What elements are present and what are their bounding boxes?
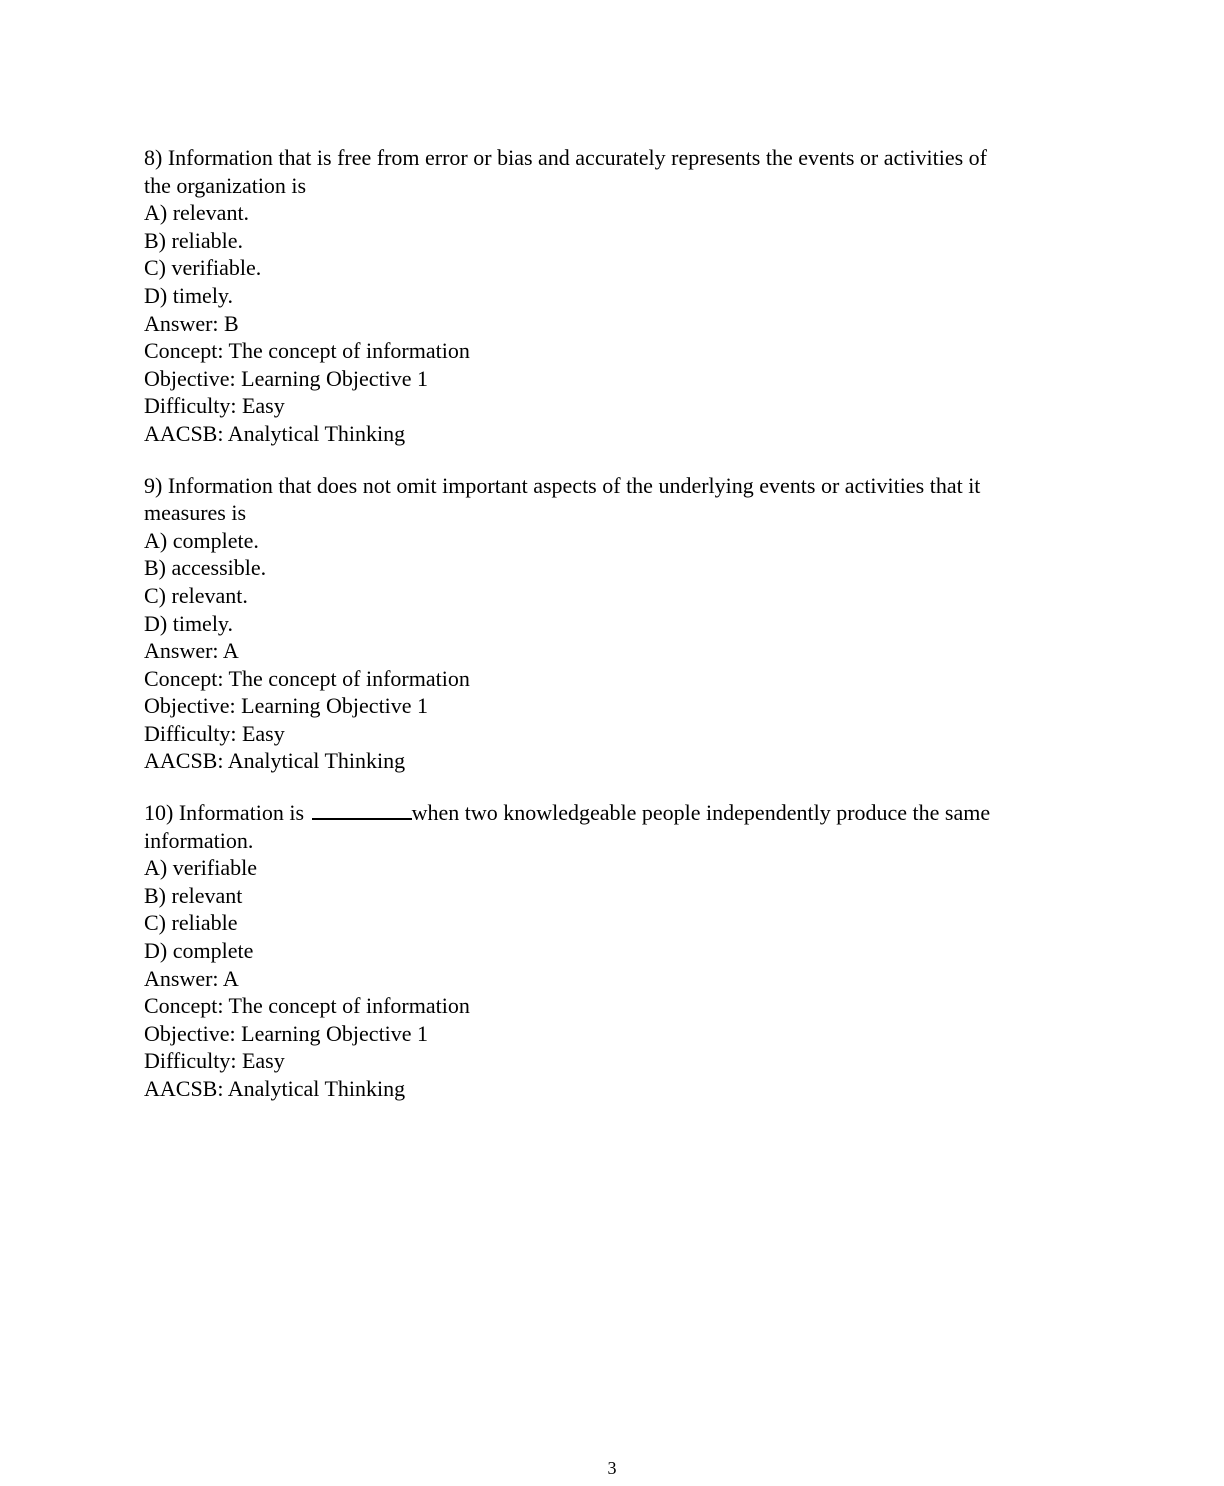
question-number: 9) (144, 472, 163, 498)
question-stem-text-after-blank: when two knowledgeable people independently produce the same (411, 800, 991, 826)
option-d: D) timely. (144, 282, 233, 308)
question-stem-continuation: the organization is (144, 172, 307, 198)
difficulty-line: Difficulty: Easy (144, 1048, 285, 1074)
page-number: 3 (607, 1458, 617, 1478)
option-d: D) timely. (144, 610, 233, 636)
option-a: A) relevant. (144, 200, 250, 226)
question-9 (144, 472, 1074, 776)
question-stem-continuation: information. (144, 827, 254, 853)
concept-line: Concept: The concept of information (144, 665, 470, 691)
answer-line: Answer: A (144, 965, 239, 991)
objective-line: Objective: Learning Objective 1 (144, 365, 429, 391)
aacsb-line: AACSB: Analytical Thinking (144, 420, 406, 446)
option-b: B) reliable. (144, 227, 243, 253)
option-a: A) verifiable (144, 855, 257, 881)
concept-line: Concept: The concept of information (144, 338, 470, 364)
question-stem (144, 472, 1074, 500)
option-c: C) verifiable. (144, 255, 262, 281)
objective-line: Objective: Learning Objective 1 (144, 1020, 429, 1046)
concept-line: Concept: The concept of information (144, 993, 470, 1019)
question-stem-text: Information that is free from error or bias and accurately represents the events or activities of (167, 145, 987, 170)
question-stem-text-before-blank: Information is (178, 800, 305, 826)
option-b: B) relevant (144, 882, 243, 908)
objective-line: Objective: Learning Objective 1 (144, 693, 429, 719)
answer-line: Answer: B (144, 310, 239, 336)
option-d: D) complete (144, 938, 254, 964)
aacsb-line: AACSB: Analytical Thinking (144, 1076, 406, 1101)
difficulty-line: Difficulty: Easy (144, 393, 285, 419)
aacsb-line: AACSB: Analytical Thinking (144, 748, 406, 774)
option-c: C) relevant. (144, 582, 248, 608)
difficulty-line: Difficulty: Easy (144, 720, 285, 746)
question-stem-text: Information that does not omit important aspects of the underlying events or activities that it (167, 472, 981, 498)
question-stem-continuation: measures is (144, 500, 247, 526)
question-10 (144, 799, 1074, 1103)
page-content (144, 144, 1074, 1127)
option-c: C) reliable (144, 910, 238, 936)
question-8 (144, 144, 1074, 448)
option-a: A) complete. (144, 527, 259, 553)
question-number: 10) (144, 800, 174, 826)
question-stem (144, 799, 1074, 827)
fill-in-blank (312, 800, 412, 820)
answer-line: Answer: A (144, 638, 239, 664)
question-number: 8) (144, 145, 163, 170)
question-stem (144, 144, 1074, 172)
option-b: B) accessible. (144, 555, 267, 581)
